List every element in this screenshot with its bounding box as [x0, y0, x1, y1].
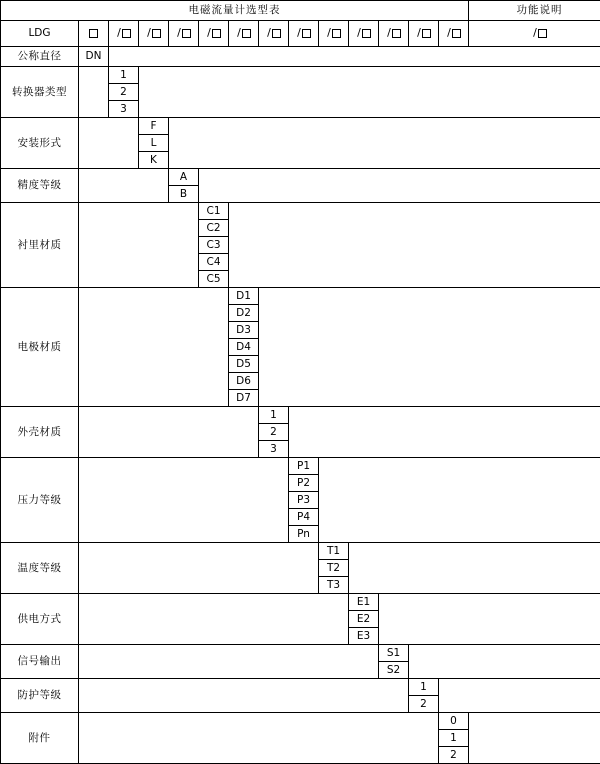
code-pressure-class-1: P1 [289, 458, 319, 475]
spacer-protection-left [79, 679, 409, 713]
code-lining-material-2: C2 [199, 220, 229, 237]
code-box-5: / [229, 21, 259, 47]
code-electrode-material-7: D7 [229, 390, 259, 407]
code-install-form-2: L [139, 135, 169, 152]
row-label-lining-material: 衬里材质 [1, 203, 79, 288]
code-protection-class-1: 1 [409, 679, 439, 696]
row-label-install-form: 安装形式 [1, 118, 79, 169]
code-nominal-diameter: DN [79, 47, 109, 67]
code-power-supply-3: E3 [349, 628, 379, 645]
spacer-temperature-right [349, 543, 600, 594]
code-lining-material-3: C3 [199, 237, 229, 254]
code-box-10: / [379, 21, 409, 47]
code-box-3: / [169, 21, 199, 47]
code-accessories-3: 2 [439, 747, 469, 764]
code-housing-material-3: 3 [259, 441, 289, 458]
code-install-form-1: F [139, 118, 169, 135]
code-accuracy-class-1: A [169, 169, 199, 186]
row-label-power-supply: 供电方式 [1, 594, 79, 645]
spacer-converter-right [139, 67, 600, 118]
desc-header: 功能说明 [469, 1, 600, 21]
spacer-lining-left [79, 203, 199, 288]
code-pressure-class-2: P2 [289, 475, 319, 492]
row-label-housing-material: 外壳材质 [1, 407, 79, 458]
spacer-housing-left [79, 407, 259, 458]
code-pressure-class-3: P3 [289, 492, 319, 509]
model-prefix: LDG [1, 21, 79, 47]
code-electrode-material-5: D5 [229, 356, 259, 373]
code-box-6: / [259, 21, 289, 47]
code-electrode-material-3: D3 [229, 322, 259, 339]
code-electrode-material-2: D2 [229, 305, 259, 322]
code-converter-type-3: 3 [109, 101, 139, 118]
row-label-accessories: 附件 [1, 713, 79, 764]
spacer-nominal-diameter [109, 47, 600, 67]
code-temperature-class-1: T1 [319, 543, 349, 560]
code-pressure-class-4: P4 [289, 509, 319, 526]
code-box-7: / [289, 21, 319, 47]
code-pressure-class-5: Pn [289, 526, 319, 543]
code-box-2: / [139, 21, 169, 47]
code-signal-output-1: S1 [379, 645, 409, 662]
spacer-install-left [79, 118, 139, 169]
spacer-power-left [79, 594, 349, 645]
spacer-pressure-right [319, 458, 600, 543]
code-housing-material-1: 1 [259, 407, 289, 424]
code-electrode-material-1: D1 [229, 288, 259, 305]
code-lining-material-5: C5 [199, 271, 229, 288]
code-box-0 [79, 21, 109, 47]
code-housing-material-2: 2 [259, 424, 289, 441]
code-electrode-material-4: D4 [229, 339, 259, 356]
code-accessories-1: 0 [439, 713, 469, 730]
row-label-converter-type: 转换器类型 [1, 67, 79, 118]
code-converter-type-1: 1 [109, 67, 139, 84]
code-electrode-material-6: D6 [229, 373, 259, 390]
page-title: 电磁流量计选型表 [1, 1, 469, 21]
spacer-accessories-right [469, 713, 600, 764]
code-box-11: / [409, 21, 439, 47]
row-label-accuracy-class: 精度等级 [1, 169, 79, 203]
code-box-9: / [349, 21, 379, 47]
code-box-13: / [469, 21, 600, 47]
code-accessories-2: 1 [439, 730, 469, 747]
row-label-electrode-material: 电极材质 [1, 288, 79, 407]
spacer-pressure-left [79, 458, 289, 543]
code-converter-type-2: 2 [109, 84, 139, 101]
spacer-signal-right [409, 645, 600, 679]
code-temperature-class-3: T3 [319, 577, 349, 594]
spacer-temperature-left [79, 543, 319, 594]
spacer-converter-left [79, 67, 109, 118]
code-power-supply-1: E1 [349, 594, 379, 611]
code-protection-class-2: 2 [409, 696, 439, 713]
row-label-signal-output: 信号输出 [1, 645, 79, 679]
code-box-8: / [319, 21, 349, 47]
spacer-signal-left [79, 645, 379, 679]
row-label-pressure-class: 压力等级 [1, 458, 79, 543]
spacer-protection-right [439, 679, 600, 713]
code-box-12: / [439, 21, 469, 47]
code-signal-output-2: S2 [379, 662, 409, 679]
code-box-1: / [109, 21, 139, 47]
code-lining-material-4: C4 [199, 254, 229, 271]
row-label-protection-class: 防护等级 [1, 679, 79, 713]
spacer-accuracy-left [79, 169, 169, 203]
spacer-lining-right [229, 203, 600, 288]
spacer-housing-right [289, 407, 600, 458]
code-box-4: / [199, 21, 229, 47]
code-lining-material-1: C1 [199, 203, 229, 220]
spacer-power-right [379, 594, 600, 645]
code-power-supply-2: E2 [349, 611, 379, 628]
row-label-temperature-class: 温度等级 [1, 543, 79, 594]
spacer-electrode-right [259, 288, 600, 407]
spacer-accessories-left [79, 713, 439, 764]
spacer-install-right [169, 118, 600, 169]
code-accuracy-class-2: B [169, 186, 199, 203]
spacer-electrode-left [79, 288, 229, 407]
row-label-nominal-diameter: 公称直径 [1, 47, 79, 67]
code-install-form-3: K [139, 152, 169, 169]
spacer-accuracy-right [199, 169, 600, 203]
code-temperature-class-2: T2 [319, 560, 349, 577]
